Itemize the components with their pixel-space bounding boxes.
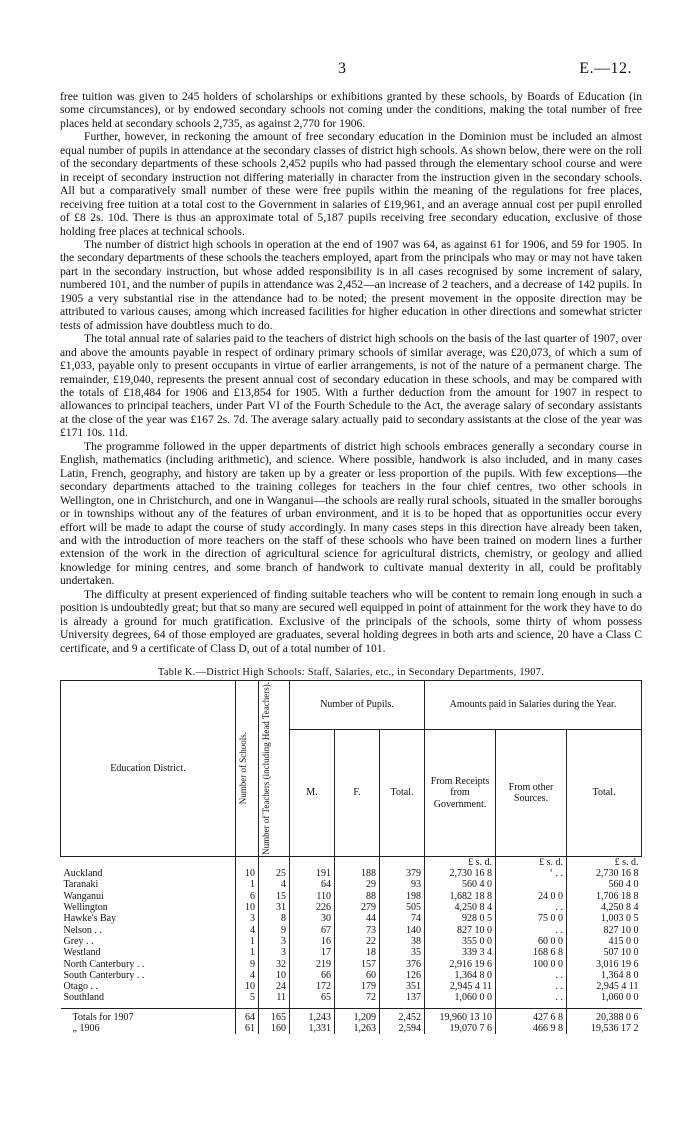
table-row bbox=[61, 868, 642, 879]
gov-cell: 1,364 8 0 bbox=[425, 970, 496, 981]
page-number: 3 bbox=[338, 60, 346, 77]
sum-cell: 560 4 0 bbox=[567, 879, 642, 890]
gov-cell: 4,250 8 4 bbox=[425, 902, 496, 913]
f-cell: 1,209 bbox=[335, 1008, 380, 1023]
body-text bbox=[60, 90, 642, 655]
teachers-cell: 3 bbox=[259, 947, 290, 958]
district-cell: South Canterbury . . bbox=[63, 969, 145, 981]
f-cell: 279 bbox=[335, 902, 380, 913]
teachers-cell: 9 bbox=[259, 925, 290, 936]
paragraph: free tuition was given to 245 holders of scholarships or exhibitions granted by these schools, by Boards of Education (in some circumstances), or by endowed secondary schools not coming under the conditions, making the total number of free places held at secondary schools 2,735, as against 2,770 for 1906. bbox=[60, 90, 642, 130]
table-row bbox=[61, 992, 642, 1008]
teachers-cell: 25 bbox=[259, 868, 290, 879]
total-cell: 198 bbox=[380, 891, 425, 902]
sum-cell: 20,388 0 6 bbox=[567, 1008, 642, 1023]
teachers-cell: 24 bbox=[259, 981, 290, 992]
paragraph: Further, however, in reckoning the amount of free secondary education in the Dominion must be included an almost equal number of pupils in attendance at the secondary classes of district high schools. As shown below, there were on the roll of the secondary departments of these schools 2,452 pupils who had passed through the elementary school course and were in receipt of secondary instruction not differing materially in character from the instruction given in the secondary schools. All but a comparatively small number of these were free pupils within the meaning of the regulations for free places, receiving free tuition at a total cost to the Government in salaries of £19,961, and an average annual cost per pupil enrolled of £8 2s. 10d. There is thus an approximate total of 5,187 pupils receiving free secondary education, exclusive of those holding free places at technical schools. bbox=[60, 130, 642, 238]
total-cell: 376 bbox=[380, 959, 425, 970]
sum-cell: 1,060 0 0 bbox=[567, 992, 642, 1008]
district-cell: Wanganui bbox=[63, 890, 104, 902]
teachers-cell: 11 bbox=[259, 992, 290, 1008]
teachers-cell: 160 bbox=[259, 1023, 290, 1034]
table-row bbox=[61, 925, 642, 936]
m-cell: 64 bbox=[290, 879, 335, 890]
schools-cell: 3 bbox=[236, 913, 259, 924]
table-row bbox=[61, 981, 642, 992]
schools-cell: 4 bbox=[236, 925, 259, 936]
totals-row bbox=[61, 1008, 642, 1023]
gov-cell: 560 4 0 bbox=[425, 879, 496, 890]
totals-row bbox=[61, 1023, 642, 1034]
f-cell: 22 bbox=[335, 936, 380, 947]
gov-cell: 339 3 4 bbox=[425, 947, 496, 958]
f-cell: 73 bbox=[335, 925, 380, 936]
table-row bbox=[61, 936, 642, 947]
other-cell: . . bbox=[496, 992, 567, 1008]
schools-cell: 61 bbox=[236, 1023, 259, 1034]
gov-cell: 1,682 18 8 bbox=[425, 891, 496, 902]
page-header bbox=[0, 60, 700, 80]
other-cell: ‘ . . bbox=[496, 868, 567, 879]
other-cell: 60 0 0 bbox=[496, 936, 567, 947]
schools-cell: 9 bbox=[236, 959, 259, 970]
header-schools: Number of Schools. bbox=[236, 681, 259, 857]
gov-cell: 2,916 19 6 bbox=[425, 959, 496, 970]
salaries-table bbox=[60, 680, 642, 1034]
other-cell: 75 0 0 bbox=[496, 913, 567, 924]
table-row bbox=[61, 879, 642, 890]
total-cell: 351 bbox=[380, 981, 425, 992]
sum-cell: 2,730 16 8 bbox=[567, 868, 642, 879]
teachers-cell: 4 bbox=[259, 879, 290, 890]
teachers-cell: 32 bbox=[259, 959, 290, 970]
table-row bbox=[61, 959, 642, 970]
gov-cell: 928 0 5 bbox=[425, 913, 496, 924]
f-cell: 179 bbox=[335, 981, 380, 992]
other-cell: 427 6 8 bbox=[496, 1008, 567, 1023]
other-cell: 168 6 8 bbox=[496, 947, 567, 958]
total-cell: 74 bbox=[380, 913, 425, 924]
district-cell: North Canterbury . . bbox=[63, 958, 145, 970]
schools-cell: 4 bbox=[236, 970, 259, 981]
m-cell: 1,243 bbox=[290, 1008, 335, 1023]
total-cell: 93 bbox=[380, 879, 425, 890]
m-cell: 172 bbox=[290, 981, 335, 992]
sum-cell: 415 0 0 bbox=[567, 936, 642, 947]
lsd-label: £ s. d. bbox=[567, 856, 642, 868]
sum-cell: 1,003 0 5 bbox=[567, 913, 642, 924]
gov-cell: 2,730 16 8 bbox=[425, 868, 496, 879]
other-cell: . . bbox=[496, 925, 567, 936]
m-cell: 226 bbox=[290, 902, 335, 913]
table-row bbox=[61, 913, 642, 924]
district-cell: Southland bbox=[63, 992, 105, 1004]
teachers-cell: 31 bbox=[259, 902, 290, 913]
schools-cell: 10 bbox=[236, 868, 259, 879]
header-salary-total: Total. bbox=[567, 730, 642, 857]
gov-cell: 19,960 13 10 bbox=[425, 1008, 496, 1023]
teachers-cell: 3 bbox=[259, 936, 290, 947]
total-cell: 505 bbox=[380, 902, 425, 913]
district-cell: Grey . . bbox=[63, 935, 94, 947]
sum-cell: 4,250 8 4 bbox=[567, 902, 642, 913]
totals-label-cell: Totals for 1907 bbox=[61, 1008, 236, 1023]
f-cell: 44 bbox=[335, 913, 380, 924]
gov-cell: 19,070 7 6 bbox=[425, 1023, 496, 1034]
teachers-cell: 15 bbox=[259, 891, 290, 902]
sum-cell: 827 10 0 bbox=[567, 925, 642, 936]
schools-cell: 10 bbox=[236, 981, 259, 992]
header-pupils-group: Number of Pupils. bbox=[290, 681, 425, 730]
table-row bbox=[61, 902, 642, 913]
m-cell: 16 bbox=[290, 936, 335, 947]
schools-cell: 1 bbox=[236, 947, 259, 958]
total-cell: 126 bbox=[380, 970, 425, 981]
lsd-label: £ s. d. bbox=[496, 856, 567, 868]
f-cell: 157 bbox=[335, 959, 380, 970]
m-cell: 17 bbox=[290, 947, 335, 958]
district-cell: Westland bbox=[63, 947, 101, 959]
m-cell: 66 bbox=[290, 970, 335, 981]
district-cell: Hawke's Bay bbox=[63, 913, 117, 925]
gov-cell: 2,945 4 11 bbox=[425, 981, 496, 992]
header-district: Education District. bbox=[61, 681, 236, 857]
table-row bbox=[61, 947, 642, 958]
gov-cell: 355 0 0 bbox=[425, 936, 496, 947]
f-cell: 60 bbox=[335, 970, 380, 981]
m-cell: 30 bbox=[290, 913, 335, 924]
district-cell: Auckland bbox=[63, 868, 103, 880]
header-teachers: Number of Teachers (including Head Teachers). bbox=[259, 681, 290, 857]
teachers-cell: 8 bbox=[259, 913, 290, 924]
other-cell: 100 0 0 bbox=[496, 959, 567, 970]
header-total: Total. bbox=[380, 730, 425, 857]
schools-cell: 1 bbox=[236, 879, 259, 890]
f-cell: 72 bbox=[335, 992, 380, 1008]
m-cell: 1,331 bbox=[290, 1023, 335, 1034]
teachers-cell: 10 bbox=[259, 970, 290, 981]
paragraph: The number of district high schools in operation at the end of 1907 was 64, as against 61 for 1906, and 59 for 1905. In the secondary departments of these schools the teachers employed, apart from the principals who may or may not have taken part in the secondary instruction, but whose added responsibility is in all cases recognised by some increment of salary, numbered 101, and the number of pupils in attendance was 2,452—an increase of 2 teachers, and a decrease of 142 pupils. In 1905 a very substantial rise in the attendance had to be noted; the present movement in the opposite direction may be attributed to various causes, among which increased facilities for higher education in other directions and somewhat stricter tests of admission have doubtless much to do. bbox=[60, 237, 642, 332]
total-cell: 379 bbox=[380, 868, 425, 879]
paragraph: The programme followed in the upper departments of district high schools embraces generally a secondary course in English, mathematics (including arithmetic), and science. Where possible, handwork is also included, and in many cases Latin, French, geography, and history are taken up by a greater or less proportion of the pupils. With few exceptions—the secondary departments attached to the training colleges for teachers in the four chief centres, two other schools in Wellington, one in Christchurch, and one in Wanganui—the schools are really rural schools, situated in the smaller boroughs or in townships without any of the features of urban environment, and it is to be hoped that as opportunities occur every effort will be made to adapt the course of study accordingly. In many cases steps in this direction have already been taken, and with the introduction of more teachers on the staff of these schools who have been trained on modern lines a further extension of the work in the direction of agricultural science for agricultural districts, chemistry, or geology and allied knowledge for mining centres, and some branch of handwork to cultivate manual dexterity in all, could be profitably undertaken. bbox=[60, 439, 642, 588]
schools-cell: 10 bbox=[236, 902, 259, 913]
header-f: F. bbox=[335, 730, 380, 857]
lsd-label: £ s. d. bbox=[425, 856, 496, 868]
header-from-government: From Receipts from Government. bbox=[425, 730, 496, 857]
schools-cell: 1 bbox=[236, 936, 259, 947]
district-cell: Wellington bbox=[63, 902, 108, 914]
paragraph: The difficulty at present experienced of finding suitable teachers who will be content to remain long enough in such a position is undoubtedly great; but that so many are secured well equipped in point of attainment for the work they have to do is already a ground for much gratification. Exclusive of the principals of the schools, some thirty of whom possess University degrees, 64 of those employed are graduates, several holding degrees in both arts and science, 20 have a Class C certificate, and 9 a certificate of Class D, out of a total number of 101. bbox=[60, 587, 642, 655]
header-m: M. bbox=[290, 730, 335, 857]
f-cell: 1,263 bbox=[335, 1023, 380, 1034]
other-cell: . . bbox=[496, 902, 567, 913]
paragraph: The total annual rate of salaries paid to the teachers of district high schools on the basis of the last quarter of 1907, over and above the amounts payable in respect of ordinary primary schools of similar average, was £20,073, of which a sum of £1,033, payable only to present occupants in virtue of earlier arrangements, is not of the nature of a permanent charge. The remainder, £19,040, represents the present annual cost of secondary education in these schools, and may be compared with the totals of £18,484 for 1906 and £13,854 for 1905. With a further deduction from the amount for 1907 in respect to allowances to principal teachers, under Part VI of the Fourth Schedule to the Act, the average salary of secondary assistants at the close of the year was £167 2s. 7d. The average salary actually paid to secondary assistants at the close of the year was £171 10s. 11d. bbox=[60, 332, 642, 440]
f-cell: 18 bbox=[335, 947, 380, 958]
gov-cell: 1,060 0 0 bbox=[425, 992, 496, 1008]
document-id: E.—12. bbox=[579, 60, 632, 77]
table-caption: Table K.—District High Schools: Staff, Salaries, etc., in Secondary Departments, 1907. bbox=[157, 667, 545, 678]
header-salaries-group: Amounts paid in Salaries during the Year. bbox=[425, 681, 642, 730]
other-cell: . . bbox=[496, 981, 567, 992]
m-cell: 67 bbox=[290, 925, 335, 936]
table-row bbox=[61, 891, 642, 902]
other-cell bbox=[496, 879, 567, 890]
other-cell: . . bbox=[496, 970, 567, 981]
sum-cell: 19,536 17 2 bbox=[567, 1023, 642, 1034]
sum-cell: 507 10 0 bbox=[567, 947, 642, 958]
m-cell: 65 bbox=[290, 992, 335, 1008]
district-cell: Nelson . . bbox=[63, 924, 102, 936]
table-row bbox=[61, 970, 642, 981]
f-cell: 88 bbox=[335, 891, 380, 902]
m-cell: 191 bbox=[290, 868, 335, 879]
header-from-other: From other Sources. bbox=[496, 730, 567, 857]
total-cell: 2,594 bbox=[380, 1023, 425, 1034]
total-cell: 38 bbox=[380, 936, 425, 947]
sum-cell: 1,364 8 0 bbox=[567, 970, 642, 981]
other-cell: 466 9 8 bbox=[496, 1023, 567, 1034]
sum-cell: 3,016 19 6 bbox=[567, 959, 642, 970]
sum-cell: 2,945 4 11 bbox=[567, 981, 642, 992]
total-cell: 35 bbox=[380, 947, 425, 958]
lsd-row bbox=[61, 856, 642, 868]
schools-cell: 5 bbox=[236, 992, 259, 1008]
schools-cell: 64 bbox=[236, 1008, 259, 1023]
total-cell: 2,452 bbox=[380, 1008, 425, 1023]
sum-cell: 1,706 18 8 bbox=[567, 891, 642, 902]
other-cell: 24 0 0 bbox=[496, 891, 567, 902]
total-cell: 137 bbox=[380, 992, 425, 1008]
totals-label-cell: „ 1906 bbox=[72, 1023, 100, 1034]
teachers-cell: 165 bbox=[259, 1008, 290, 1023]
schools-cell: 6 bbox=[236, 891, 259, 902]
district-cell: Otago . . bbox=[63, 981, 98, 993]
m-cell: 110 bbox=[290, 891, 335, 902]
district-cell: Taranaki bbox=[63, 879, 99, 891]
total-cell: 140 bbox=[380, 925, 425, 936]
gov-cell: 827 10 0 bbox=[425, 925, 496, 936]
f-cell: 29 bbox=[335, 879, 380, 890]
m-cell: 219 bbox=[290, 959, 335, 970]
f-cell: 188 bbox=[335, 868, 380, 879]
